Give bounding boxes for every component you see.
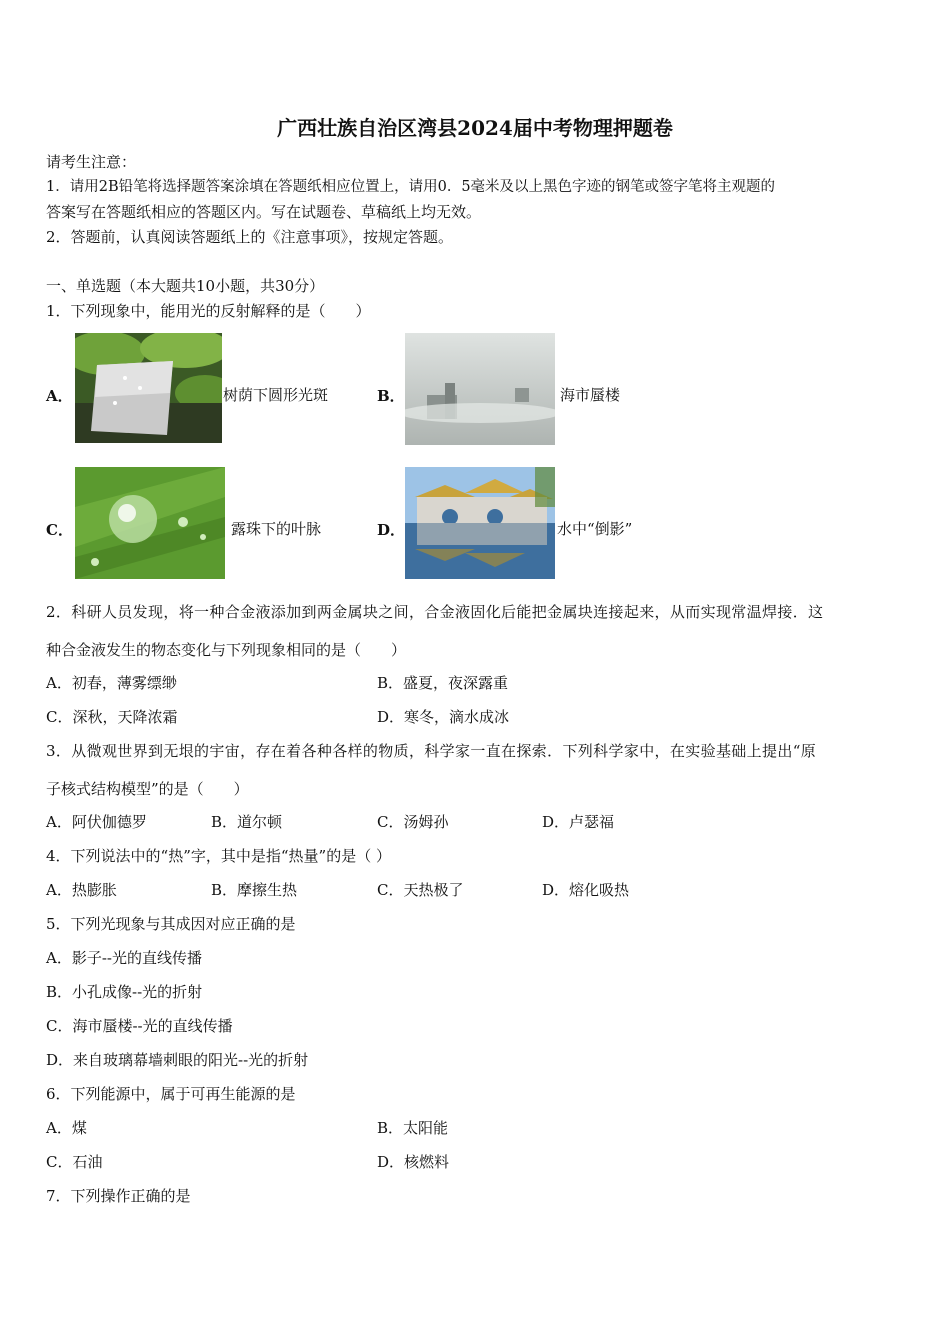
q4-option-c: C．天热极了 xyxy=(377,881,464,899)
q1-option-d-text: 水中“倒影” xyxy=(557,520,633,538)
q1-option-c-label: C． xyxy=(46,521,73,539)
question-4-stem: 4．下列说法中的“热”字，其中是指“热量”的是（ ） xyxy=(46,847,391,865)
notice-heading: 请考生注意： xyxy=(46,153,137,171)
q4-option-a: A．热膨胀 xyxy=(46,881,117,899)
q6-option-b: B．太阳能 xyxy=(377,1119,449,1137)
q5-option-b: B．小孔成像--光的折射 xyxy=(46,983,203,1001)
q1-option-c-text: 露珠下的叶脉 xyxy=(231,520,322,538)
q2-option-b: B．盛夏，夜深露重 xyxy=(377,674,509,692)
q6-option-d: D．核燃料 xyxy=(377,1153,450,1171)
q5-option-a: A．影子--光的直线传播 xyxy=(46,949,202,967)
section-heading: 一、单选题（本大题共10小题，共30分） xyxy=(46,277,325,295)
q6-option-a: A．煤 xyxy=(46,1119,87,1137)
notice-line-3: 2．答题前，认真阅读答题纸上的《注意事项》，按规定答题。 xyxy=(46,228,454,246)
question-1-stem: 1．下列现象中，能用光的反射解释的是（ ） xyxy=(46,302,371,320)
q1-option-d-label: D． xyxy=(377,521,406,539)
q4-option-b: B．摩擦生热 xyxy=(211,881,298,899)
q3-option-b: B．道尔顿 xyxy=(211,813,283,831)
question-3-stem-line-2: 子核式结构模型”的是（ ） xyxy=(46,780,249,798)
q1-option-a-label: A． xyxy=(46,387,73,405)
question-2-stem-line-2: 种合金液发生的物态变化与下列现象相同的是（ ） xyxy=(46,641,407,659)
q6-option-c: C．石油 xyxy=(46,1153,103,1171)
notice-line-2: 答案写在答题纸相应的答题区内。写在试题卷、草稿纸上均无效。 xyxy=(46,203,482,221)
q2-option-c: C．深秋，天降浓霜 xyxy=(46,708,178,726)
q1-option-a-text: 树荫下圆形光斑 xyxy=(223,386,329,404)
q3-option-d: D．卢瑟福 xyxy=(542,813,615,831)
question-3-stem-line-1: 3．从微观世界到无垠的宇宙，存在着各种各样的物质，科学家一直在探索．下列科学家中，在实验基础上提出“原 xyxy=(46,742,817,760)
q5-option-d: D．来自玻璃幕墙刺眼的阳光--光的折射 xyxy=(46,1051,309,1069)
q1-option-b-text: 海市蜃楼 xyxy=(560,386,621,404)
q4-option-d: D．熔化吸热 xyxy=(542,881,630,899)
q3-option-a: A．阿伏伽德罗 xyxy=(46,813,147,831)
water-reflection-image xyxy=(405,467,555,579)
question-5-stem: 5．下列光现象与其成因对应正确的是 xyxy=(46,915,296,933)
q3-option-c: C．汤姆孙 xyxy=(377,813,449,831)
shadow-spot-image xyxy=(75,333,222,443)
question-6-stem: 6．下列能源中，属于可再生能源的是 xyxy=(46,1085,296,1103)
notice-line-1: 1．请用2B铅笔将选择题答案涂填在答题纸相应位置上，请用0．5毫米及以上黑色字迹的钢笔或签字笔将主观题的 xyxy=(46,179,776,195)
q1-option-b-label: B． xyxy=(377,387,405,405)
q5-option-c: C．海市蜃楼--光的直线传播 xyxy=(46,1017,233,1035)
question-7-stem: 7．下列操作正确的是 xyxy=(46,1187,191,1205)
q2-option-a: A．初春，薄雾缥缈 xyxy=(46,674,177,692)
dewdrop-leaf-image xyxy=(75,467,225,579)
page-title: 广西壮族自治区湾县2024届中考物理押题卷 xyxy=(277,116,673,140)
question-2-stem-line-1: 2．科研人员发现，将一种合金液添加到两金属块之间，合金液固化后能把金属块连接起来，从而实现常温焊接．这 xyxy=(46,603,824,621)
q2-option-d: D．寒冬，滴水成冰 xyxy=(377,708,510,726)
mirage-image xyxy=(405,333,555,445)
